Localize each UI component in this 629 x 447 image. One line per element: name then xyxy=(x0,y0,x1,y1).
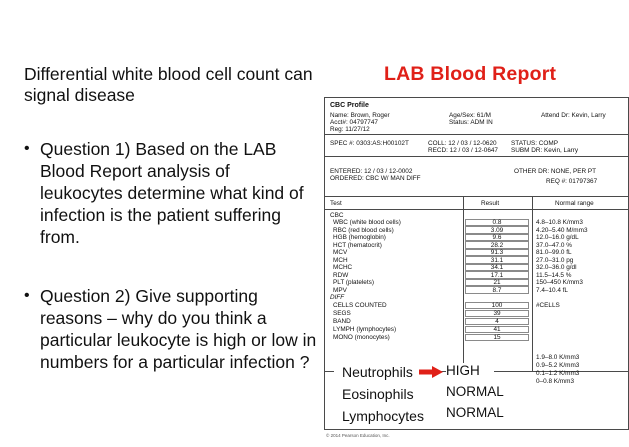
cbc-label: CBC xyxy=(330,212,344,219)
question-1-text: Question 1) Based on the LAB Blood Report analysis of leukocytes determine what kind of infection is the patient suffering from. xyxy=(40,139,304,247)
submitting-doctor: SUBM DR: Kevin, Larry xyxy=(511,147,579,154)
range-value: 11.5–14.5 % xyxy=(536,271,572,279)
result-value: 17.1 xyxy=(490,271,504,279)
patient-status: Status: ADM IN xyxy=(449,119,493,126)
range-value: 81.0–99.0 fL xyxy=(536,249,572,256)
question-2 xyxy=(24,285,320,373)
test-name: CELLS COUNTED xyxy=(333,302,387,309)
result-value: 31.1 xyxy=(490,256,504,264)
eosinophils-label xyxy=(334,383,424,405)
test-name: WBC (white blood cells) xyxy=(333,219,401,226)
copyright-footnote: © 2014 Pearson Education, Inc. xyxy=(326,433,390,438)
column-headers xyxy=(325,196,628,210)
question-1 xyxy=(24,138,310,248)
col-test: Test xyxy=(330,200,342,207)
patient-name: Name: Brown, Roger xyxy=(330,112,390,119)
result-value: 41 xyxy=(493,326,501,333)
range-value: 150–450 K/mm3 xyxy=(536,279,583,286)
range-value: #CELLS xyxy=(536,302,560,309)
col-result: Result xyxy=(481,200,500,207)
attending-doctor: Attend Dr: Kevin, Larry xyxy=(541,112,606,119)
question-2-text: Question 2) Give supporting reasons – why do you think a particular leukocyte is high or low in numbers for a particular infection ? xyxy=(40,286,317,372)
range-value: 4.20–5.40 M/mm3 xyxy=(536,226,588,234)
test-name: MPV xyxy=(333,286,347,294)
test-name: MCHC xyxy=(333,264,353,271)
result-value: 39 xyxy=(493,310,501,317)
other-doctor: OTHER DR: NONE, PER PT xyxy=(514,168,597,175)
ordered: ORDERED: CBC W/ MAN DIFF xyxy=(330,175,421,182)
range-value: 27.0–31.0 pg xyxy=(536,256,574,264)
divider xyxy=(532,196,533,372)
diff-label: DIFF xyxy=(330,294,345,301)
result-value: 28.2 xyxy=(490,241,504,249)
neutrophils-value: HIGH xyxy=(446,363,494,381)
neutrophil-range: 1.9–8.0 K/mm3 xyxy=(536,354,580,361)
bullet: • xyxy=(24,287,30,304)
test-name: RBC (red blood cells) xyxy=(333,226,394,234)
eosinophils-value: NORMAL xyxy=(446,384,510,402)
request-number: REQ #: 01797367 xyxy=(546,178,598,185)
test-name: SEGS xyxy=(333,310,351,317)
arrow-right-icon xyxy=(419,366,443,378)
result-value: 0.8 xyxy=(492,219,502,226)
result-value: 4 xyxy=(495,318,499,325)
entered: ENTERED: 12 / 03 / 12-0002 xyxy=(330,168,413,175)
range-value: 12.0–16.0 g/dL xyxy=(536,234,579,241)
eosinophils-text: Eosinophils xyxy=(342,386,414,402)
result-status: STATUS: COMP xyxy=(511,140,558,147)
result-value: 3.09 xyxy=(490,226,504,234)
result-value: 8.7 xyxy=(492,286,502,294)
account-number: Acct#: 04797747 xyxy=(330,119,378,126)
range-value: 0.9–5.2 K/mm3 xyxy=(536,362,580,369)
test-name: BAND xyxy=(333,318,351,325)
range-value: 7.4–10.4 fL xyxy=(536,286,568,294)
result-value: 34.1 xyxy=(490,264,504,271)
test-name: PLT (platelets) xyxy=(333,279,374,286)
range-value: 0.1–1.2 K/mm3 xyxy=(536,370,580,377)
range-value: 0–0.8 K/mm3 xyxy=(536,378,575,385)
collected: COLL: 12 / 03 / 12-0620 xyxy=(428,140,497,147)
lymphocytes-value: NORMAL xyxy=(446,405,510,423)
spec-number: SPEC #: 0303:AS:H00102T xyxy=(330,140,409,147)
result-value: 9.6 xyxy=(492,234,502,241)
age-sex: Age/Sex: 61/M xyxy=(449,112,491,119)
registration-date: Reg: 11/27/12 xyxy=(330,126,370,133)
result-value: 100 xyxy=(491,302,503,309)
divider xyxy=(463,196,464,372)
result-value: 91.3 xyxy=(490,249,504,256)
intro-text: Differential white blood cell count can signal disease xyxy=(24,64,313,105)
specimen-info xyxy=(325,135,628,157)
bullet: • xyxy=(24,140,30,157)
report-title: LAB Blood Report xyxy=(384,63,557,85)
test-name: RDW xyxy=(333,271,349,279)
result-value: 21 xyxy=(493,279,501,286)
profile-heading: CBC Profile xyxy=(330,102,369,109)
test-name: HCT (hematocrit) xyxy=(333,241,382,249)
received: RECD: 12 / 03 / 12-0647 xyxy=(428,147,498,154)
col-range: Normal range xyxy=(555,200,594,207)
range-value: 4.8–10.8 K/mm3 xyxy=(536,219,583,226)
neutrophils-text: Neutrophils xyxy=(342,364,413,380)
test-name: LYMPH (lymphocytes) xyxy=(333,326,397,333)
order-info xyxy=(325,157,628,196)
neutrophils-label xyxy=(334,362,424,384)
test-name: MCV xyxy=(333,249,348,256)
lymphocytes-text: Lymphocytes xyxy=(342,408,424,424)
test-name: MONO (monocytes) xyxy=(333,334,390,341)
result-value: 15 xyxy=(493,334,501,341)
range-value: 32.0–36.0 g/dl xyxy=(536,264,577,271)
range-value: 37.0–47.0 % xyxy=(536,241,572,249)
report-header xyxy=(325,98,628,135)
test-name: MCH xyxy=(333,256,348,264)
lymphocytes-label xyxy=(334,404,424,428)
test-name: HGB (hemoglobin) xyxy=(333,234,386,241)
